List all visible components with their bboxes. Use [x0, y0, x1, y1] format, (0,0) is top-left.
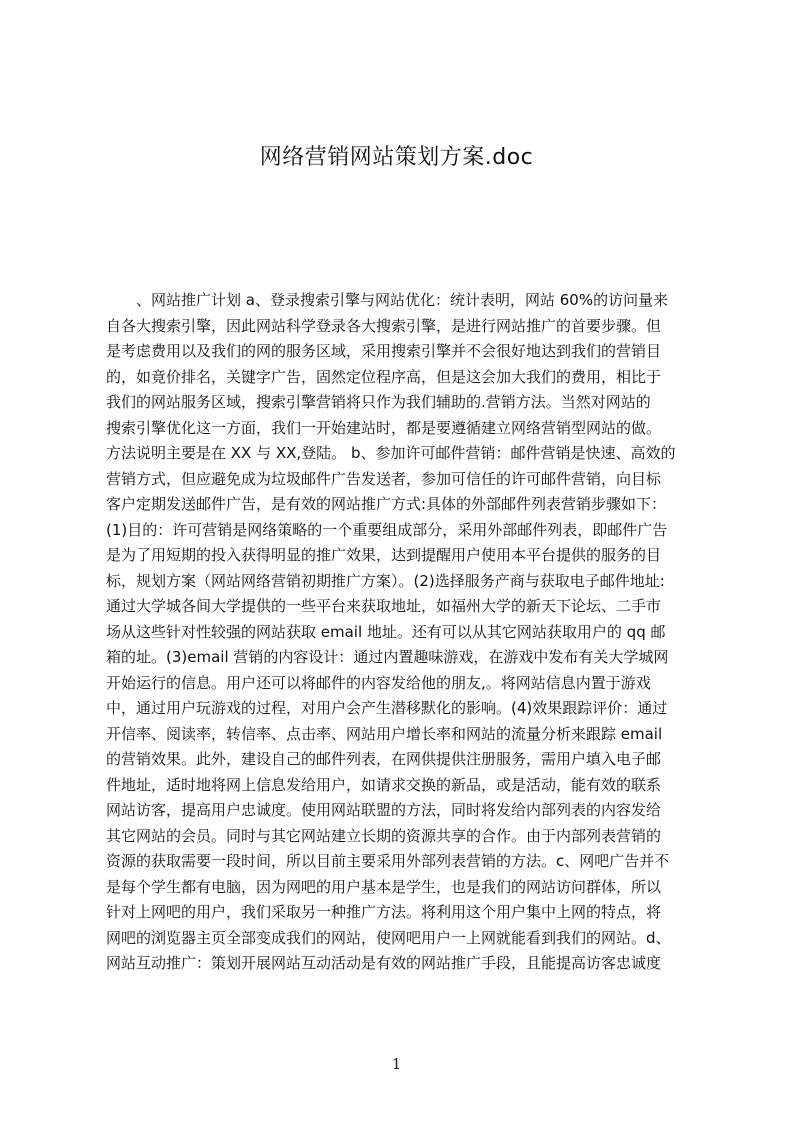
text-line: 针对上网吧的用户，我们采取另一种推广方法。将利用这个用户集中上网的特点，将 [106, 903, 662, 921]
text-line: 通过大学城各间大学提供的一些平台来获取地址，如福州大学的新天下论坛、二手市 [106, 597, 662, 615]
text-line: 箱的址。(3)email 营销的内容设计：通过内置趣味游戏，在游戏中发布有关大学城网 [106, 648, 669, 666]
document-title: 网络营销网站策划方案.doc [259, 145, 534, 170]
text-line: 网站访客，提高用户忠诚度。使用网站联盟的方法，同时将发给内部列表的内容发给 [106, 801, 662, 819]
text-line: (1)目的：许可营销是网络策略的一个重要组成部分，采用外部邮件列表，即邮件广告 [106, 520, 668, 539]
text-line: 是考虑费用以及我们的网的服务区域，采用搜索引擎并不会很好地达到我们的营销目 [106, 342, 662, 360]
text-line: 中，通过用户玩游戏的过程，对用户会产生潜移默化的影响。(4)效果跟踪评价：通过 [106, 699, 668, 717]
text-line: 我们的网站服务区域，搜索引擎营销将只作为我们辅助的.营销方法。当然对网站的 [106, 393, 651, 411]
text-line: 网站互动推广：策划开展网站互动活动是有效的网站推广手段，且能提高访客忠诚度 [106, 954, 662, 972]
text-line: 是为了用短期的投入获得明显的推广效果，达到提醒用户使用本平台提供的服务的目 [106, 546, 662, 564]
text-line: 开始运行的信息。用户还可以将邮件的内容发给他的朋友,。将网站信息内置于游戏 [106, 673, 651, 692]
text-line: 的营销效果。此外，建设自己的邮件列表，在网供提供注册服务，需用户填入电子邮 [106, 750, 662, 768]
text-line: 网吧的浏览器主页全部变成我们的网站，使网吧用户一上网就能看到我们的网站。d、 [106, 928, 671, 947]
text-line: 的，如竟价排名，关键字广告，固然定位程序高，但是这会加大我们的费用，相比于 [106, 367, 662, 386]
text-line: 场从这些针对性较强的网站获取 email 地址。还有可以从其它网站获取用户的 qq 邮 [106, 622, 666, 641]
text-line: 是每个学生都有电脑，因为网吧的用户基本是学生，也是我们的网站访问群体，所以 [106, 877, 662, 896]
text-line: 资源的获取需要一段时间，所以目前主要采用外部列表营销的方法。c、网吧广告并不 [106, 852, 670, 870]
text-line: 客户定期发送邮件广告，是有效的网站推广方式:具体的外部邮件列表营销步骤如下： [106, 495, 667, 513]
text-line: 、网站推广计划 a、登录搜索引擎与网站优化：统计表明，网站 60%的访问量来 [136, 291, 669, 309]
text-line: 其它网站的会员。同时与其它网站建立长期的资源共享的合作。由于内部列表营销的 [106, 826, 662, 845]
text-line: 营销方式，但应避免成为垃圾邮件广告发送者，参加可信任的许可邮件营销，向目标 [106, 469, 662, 488]
document-body [106, 288, 696, 977]
page-number: 1 [391, 1055, 402, 1073]
text-line: 标，规划方案（网站网络营销初期推广方案）。(2)选择服务产商与获取电子邮件地址: [106, 571, 665, 590]
text-line: 方法说明主要是在 XX 与 XX,登陆。 b、参加许可邮件营销：邮件营销是快速、高效的 [106, 444, 676, 462]
text-line: 搜索引擎优化这一方面，我们一开始建站时，都是要遵循建立网络营销型网站的做。 [106, 418, 662, 437]
text-line: 件地址，适时地将网上信息发给用户，如请求交换的新品，或是活动，能有效的联系 [106, 775, 662, 794]
text-line: 开信率、阅读率，转信率、点击率、网站用户增长率和网站的流量分析来跟踪 email [106, 724, 663, 743]
text-line: 自各大搜索引擎，因此网站科学登录各大搜索引擎，是进行网站推广的首要步骤。但 [106, 316, 662, 335]
